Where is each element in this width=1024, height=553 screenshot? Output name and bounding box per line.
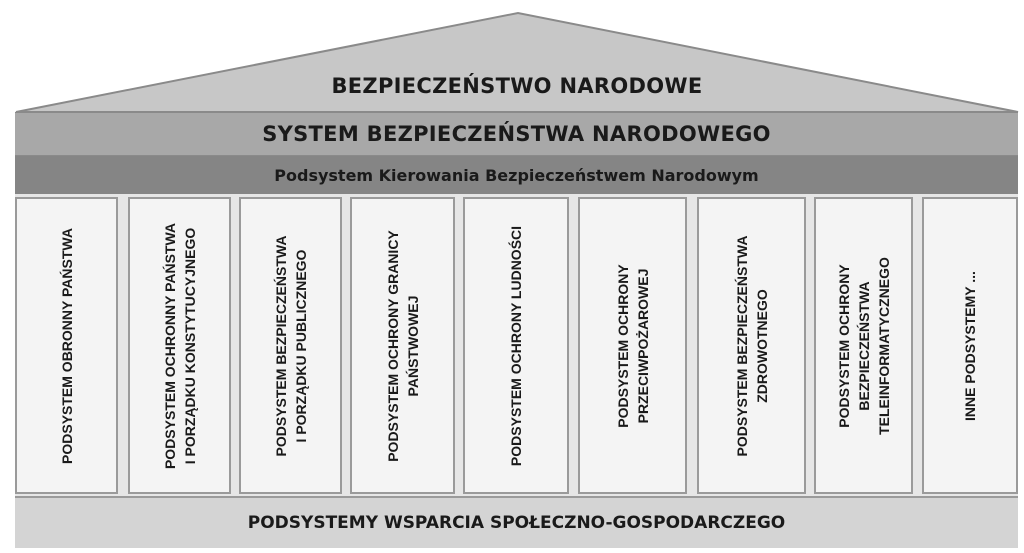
roof-title: BEZPIECZEŃSTWO NARODOWE xyxy=(331,74,703,98)
pillar-civil-protection xyxy=(463,197,569,494)
pillar-teleinformatic-security xyxy=(814,197,913,494)
pillar-health-security xyxy=(697,197,806,494)
pillar-label: PODSYSTEM OCHRONY LUDNOŚCI xyxy=(508,225,524,466)
pillar-border-protection xyxy=(350,197,455,494)
pillar-label: PODSYSTEM BEZPIECZEŃSTWA ZDROWOTNEGO xyxy=(733,235,770,456)
pillar-label: INNE PODSYSTEMY ... xyxy=(962,270,978,421)
pillar-label: PODSYSTEM OCHRONY BEZPIECZEŃSTWA TELEINFORMATYCZNEGO xyxy=(835,256,892,435)
pillar-label: PODSYSTEM OBRONNY PAŃSTWA xyxy=(58,227,75,464)
system-band: SYSTEM BEZPIECZEŃSTWA NARODOWEGO xyxy=(15,112,1018,156)
pillar-state-protection xyxy=(128,197,231,494)
pillar-fire-protection xyxy=(578,197,687,494)
command-subsystem-band: Podsystem Kierowania Bezpieczeństwem Narodowym xyxy=(15,156,1018,194)
pillar-label: PODSYSTEM OCHRONY PRZECIWPOŻAROWEJ xyxy=(614,263,651,428)
base-band: PODSYSTEMY WSPARCIA SPOŁECZNO-GOSPODARCZEGO xyxy=(15,496,1018,548)
pillar-other-subsystems xyxy=(922,197,1018,494)
pillar-defense xyxy=(15,197,118,494)
pillar-public-order xyxy=(239,197,342,494)
pillar-label: PODSYSTEM OCHRONY GRANICY PAŃSTWOWEJ xyxy=(384,229,421,462)
pillar-label: PODSYSTEM OCHRONNY PAŃSTWA I PORZĄDKU KONSTYTUCYJNEGO xyxy=(161,222,198,469)
pillar-label: PODSYSTEM BEZPIECZEŃSTWA I PORZĄDKU PUBLICZNEGO xyxy=(272,235,309,456)
